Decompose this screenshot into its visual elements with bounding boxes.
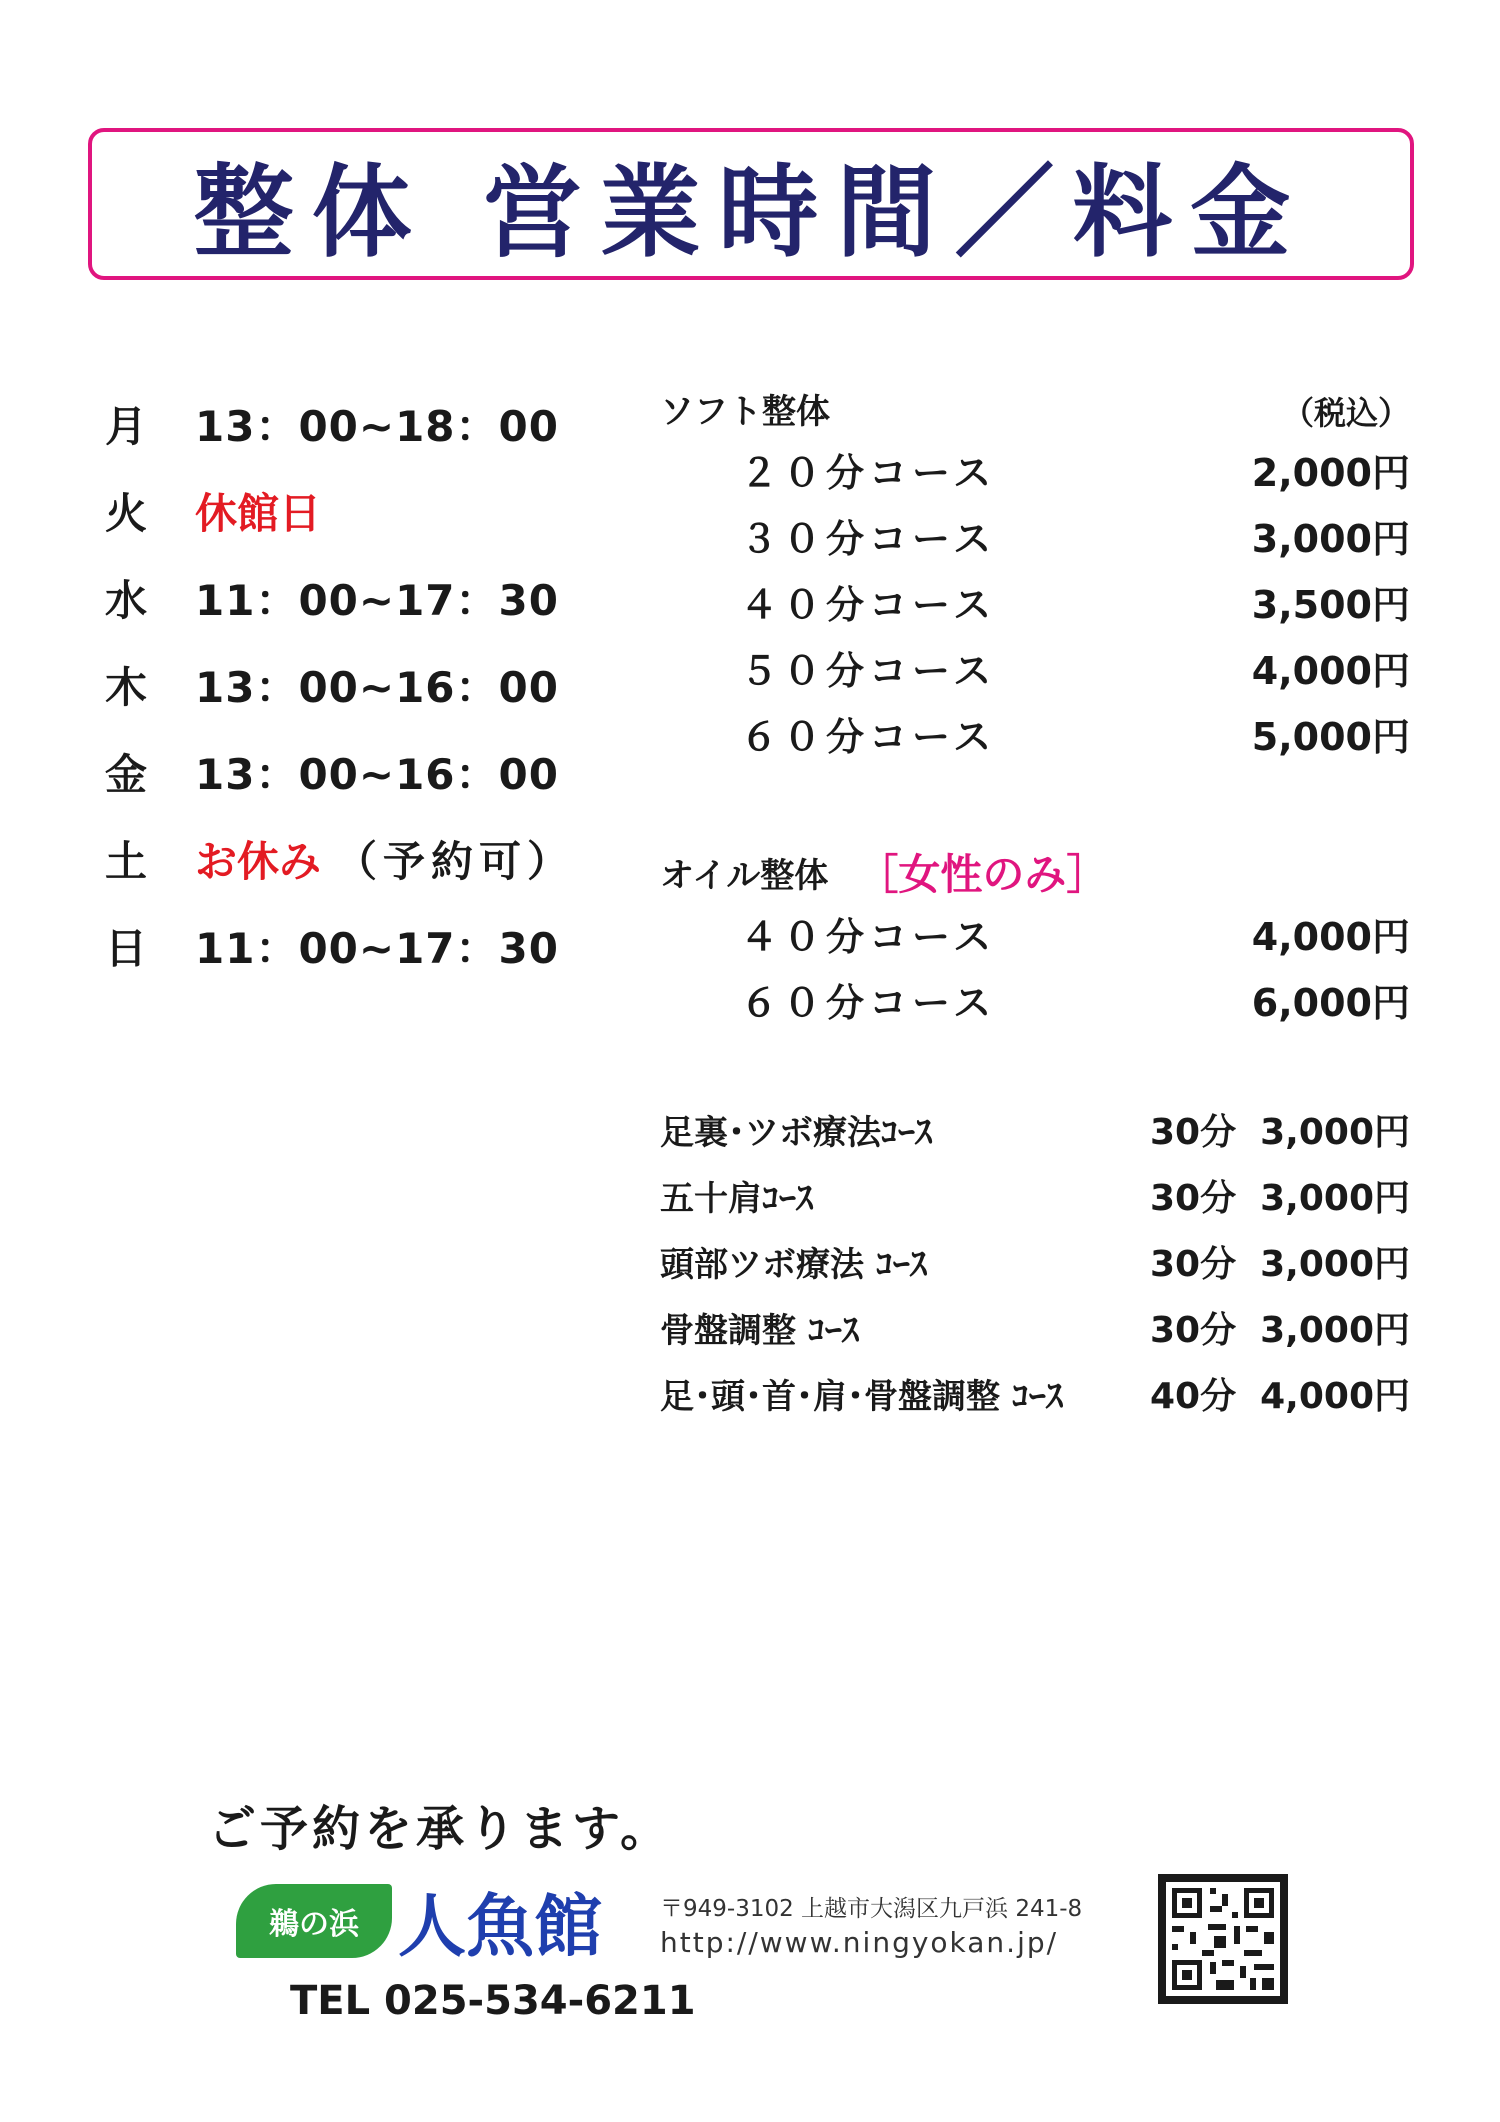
course-name: ６０分コース — [740, 980, 997, 1025]
hours-row-fri — [105, 728, 625, 815]
extra-course-price: 3,000円 — [1260, 1111, 1410, 1153]
closed-label: 休館日 — [195, 488, 322, 538]
website-link[interactable]: http://www.ningyokan.jp/ — [660, 1926, 1059, 1959]
course-price: 4,000円 — [1251, 648, 1410, 693]
extra-course-duration: 30分 — [1150, 1243, 1237, 1285]
spacer — [660, 1032, 1410, 1096]
day-label: 日 — [105, 923, 148, 973]
extra-course-duration: 40分 — [1150, 1375, 1237, 1417]
reservation-message: ご予約を承ります。 — [208, 1801, 673, 1857]
course-row — [660, 568, 1410, 634]
day-label: 金 — [105, 749, 148, 799]
business-hours — [105, 380, 625, 989]
qr-code-icon[interactable] — [1158, 1874, 1288, 2004]
hours-row-wed — [105, 554, 625, 641]
extra-course-name: 骨盤調整 ｺｰｽ — [660, 1310, 859, 1351]
extra-course-row — [660, 1360, 1410, 1426]
extra-course-row — [660, 1228, 1410, 1294]
course-name: ６０分コース — [740, 714, 997, 759]
course-name: ４０分コース — [740, 582, 997, 627]
course-price: 3,000円 — [1251, 516, 1410, 561]
holiday-label: お休み — [195, 836, 322, 886]
day-label: 土 — [105, 836, 148, 886]
extra-course-row — [660, 1162, 1410, 1228]
hours-time: 13：00~16：00 — [195, 662, 559, 712]
ningyokan-logo — [236, 1878, 616, 1967]
address: 〒949-3102 上越市大潟区九戸浜 241-8 — [660, 1896, 1083, 1922]
extra-course-name: 足･頭･首･肩･骨盤調整 ｺｰｽ — [660, 1376, 1063, 1417]
extra-course-name: 頭部ツボ療法 ｺｰｽ — [660, 1244, 927, 1285]
course-row — [660, 966, 1410, 1032]
course-name: ５０分コース — [740, 648, 997, 693]
soft-heading-label: ソフト整体 — [660, 391, 830, 432]
course-price: 6,000円 — [1251, 980, 1410, 1025]
hours-time: 11：00~17：30 — [195, 923, 559, 973]
day-label: 火 — [105, 488, 148, 538]
course-row — [660, 700, 1410, 766]
extra-course-row — [660, 1294, 1410, 1360]
hours-row-thu — [105, 641, 625, 728]
course-row — [660, 502, 1410, 568]
tax-note: （税込） — [1281, 394, 1410, 432]
page-title: 整体 営業時間／料金 — [193, 154, 1309, 271]
title-frame — [88, 128, 1414, 280]
extra-course-duration: 30分 — [1150, 1309, 1237, 1351]
extra-course-price: 3,000円 — [1260, 1309, 1410, 1351]
hours-row-tue — [105, 467, 625, 554]
day-label: 月 — [105, 401, 148, 451]
course-row — [660, 634, 1410, 700]
course-row — [660, 436, 1410, 502]
phone-number: TEL 025-534-6211 — [290, 1978, 696, 2024]
hours-row-sat — [105, 815, 625, 902]
logo-name: 人魚館 — [398, 1887, 603, 1967]
day-label: 木 — [105, 662, 148, 712]
course-name: ３０分コース — [740, 516, 997, 561]
hours-row-sun — [105, 902, 625, 989]
hours-row-mon — [105, 380, 625, 467]
women-only-tag: ［女性のみ］ — [856, 850, 1109, 899]
course-price: 4,000円 — [1251, 914, 1410, 959]
course-price: 3,500円 — [1251, 582, 1410, 627]
extra-course-price: 3,000円 — [1260, 1177, 1410, 1219]
qr-code-graphic — [1158, 1874, 1288, 2004]
course-price: 5,000円 — [1251, 714, 1410, 759]
extra-course-duration: 30分 — [1150, 1177, 1237, 1219]
extra-course-duration: 30分 — [1150, 1111, 1237, 1153]
spacer — [660, 766, 1410, 844]
extra-course-price: 4,000円 — [1260, 1375, 1410, 1417]
reservation-note: （予約可） — [335, 836, 576, 886]
price-list — [660, 380, 1410, 1426]
hours-time: 13：00~18：00 — [195, 401, 559, 451]
extra-course-row — [660, 1096, 1410, 1162]
course-price: 2,000円 — [1251, 450, 1410, 495]
extra-course-name: 五十肩ｺｰｽ — [660, 1178, 813, 1219]
soft-heading — [660, 380, 1410, 436]
extra-course-price: 3,000円 — [1260, 1243, 1410, 1285]
oil-heading-label: オイル整体 — [660, 855, 829, 896]
hours-time: 11：00~17：30 — [195, 575, 559, 625]
course-name: ４０分コース — [740, 914, 997, 959]
course-row — [660, 900, 1410, 966]
oil-heading — [660, 844, 1410, 900]
hours-time: 13：00~16：00 — [195, 749, 559, 799]
extra-course-name: 足裏･ツボ療法ｺｰｽ — [660, 1112, 932, 1153]
day-label: 水 — [105, 575, 148, 625]
leaf-logo-icon: 鵜の浜 — [236, 1884, 392, 1958]
course-name: ２０分コース — [740, 450, 997, 495]
